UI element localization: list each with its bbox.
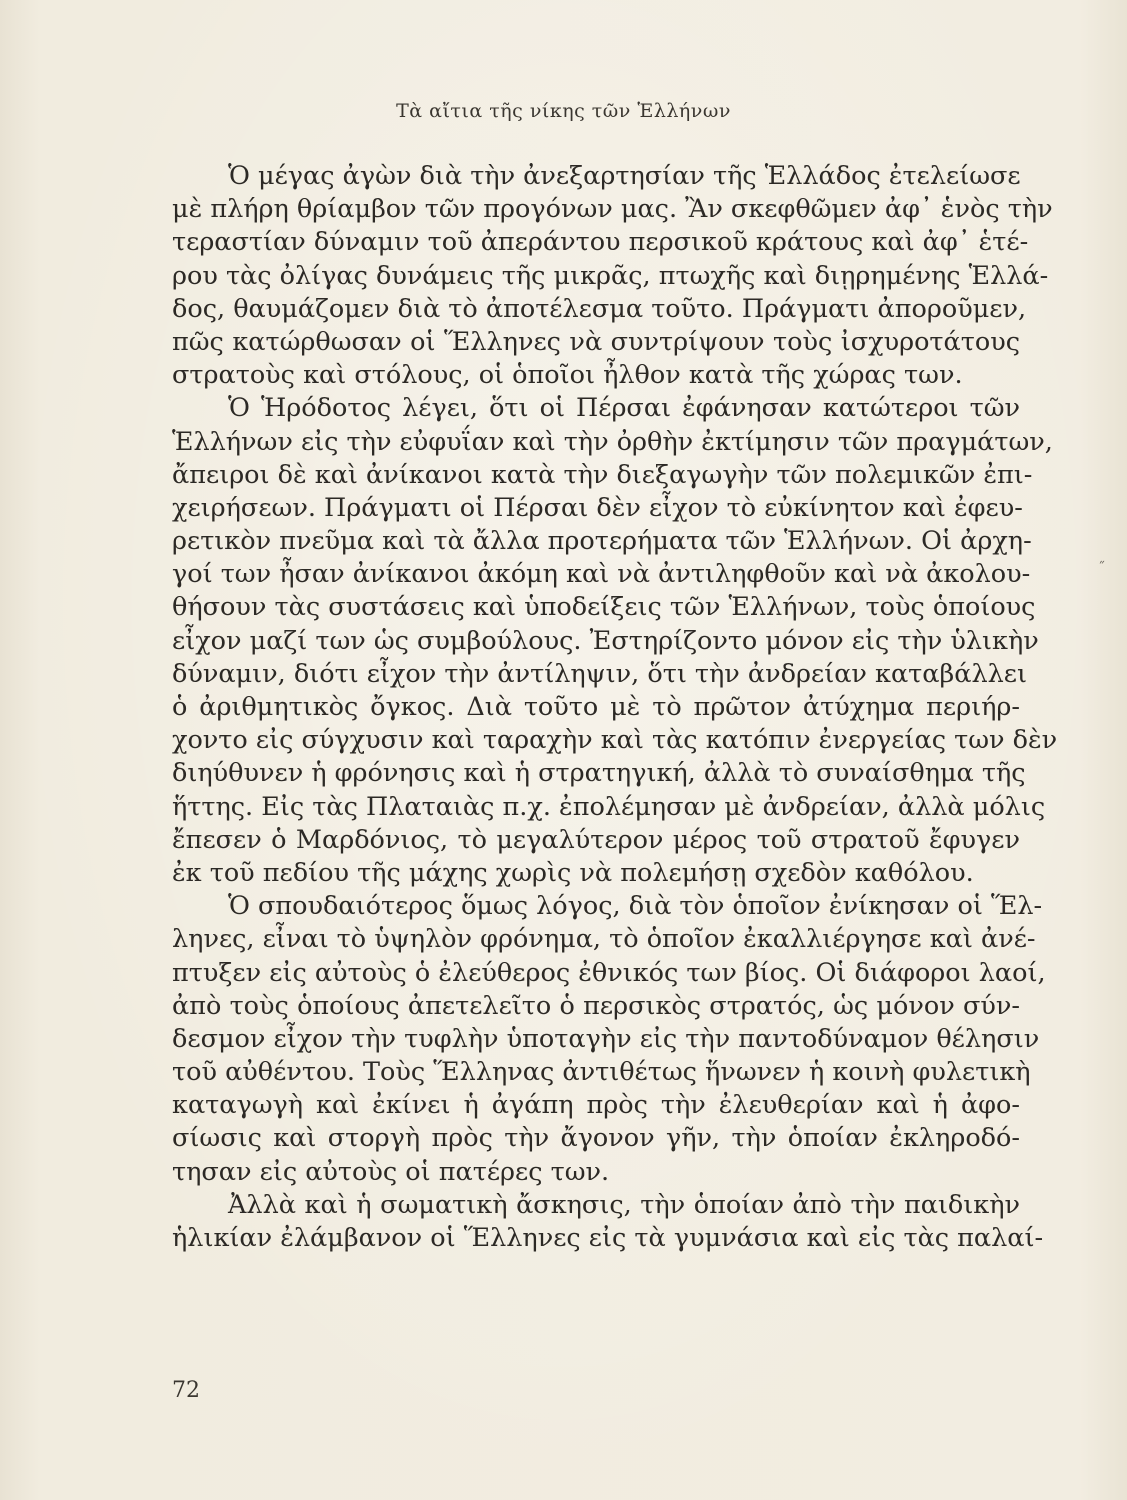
text-line: στρατοὺς καὶ στόλους, οἱ ὁποῖοι ἦλθον κατὰ τῆς χώρας των. bbox=[172, 360, 963, 391]
text-line: εἶχον μαζί των ὡς συμβούλους. Ἐστηρίζοντο μόνον εἰς τὴν ὑλικὴν bbox=[172, 625, 1039, 656]
text-line: δεσμον εἶχον τὴν τυφλὴν ὑποταγὴν εἰς τὴν παντοδύναμον θέλησιν bbox=[172, 1023, 1040, 1054]
text-line: ἥττης. Εἰς τὰς Πλαταιὰς π.χ. ἐπολέμησαν μὲ ἀνδρείαν, ἀλλὰ μόλις bbox=[172, 791, 1046, 822]
page-number: 72 bbox=[172, 1378, 200, 1403]
text-line: χοντο εἰς σύγχυσιν καὶ ταραχὴν καὶ τὰς κατόπιν ἐνεργείας των δὲν bbox=[172, 725, 1058, 756]
text-line: ἡλικίαν ἐλάμβανον οἱ Ἕλληνες εἰς τὰ γυμνάσια καὶ εἰς τὰς παλαί- bbox=[172, 1223, 1044, 1253]
page-header-title: Τὰ αἴτια τῆς νίκης τῶν Ἑλλήνων bbox=[396, 100, 731, 122]
text-line: ρετικὸν πνεῦμα καὶ τὰ ἄλλα προτερήματα τῶν Ἑλλήνων. Οἱ ἀρχη- bbox=[172, 526, 1032, 557]
text-line: διηύθυνεν ἡ φρόνησις καὶ ἡ στρατηγική, ἀλλὰ τὸ συναίσθημα τῆς bbox=[172, 758, 1026, 789]
text-line: πῶς κατώρθωσαν οἱ Ἕλληνες νὰ συντρίψουν τοὺς ἰσχυροτάτους bbox=[172, 326, 1020, 357]
margin-mark: ˝ bbox=[1098, 560, 1105, 576]
text-line: μὲ πλήρη θρίαμβον τῶν προγόνων μας. Ἂν σκεφθῶμεν ἀφ᾽ ἑνὸς τὴν bbox=[172, 194, 1053, 225]
text-line: ρου τὰς ὀλίγας δυνάμεις τῆς μικρᾶς, πτωχῆς καὶ διῃρημένης Ἑλλά- bbox=[172, 260, 1049, 291]
text-line: δος, θαυμάζομεν διὰ τὸ ἀποτέλεσμα τοῦτο. Πράγματι ἀποροῦμεν, bbox=[172, 293, 1027, 324]
text-line: τεραστίαν δύναμιν τοῦ ἀπεράντου περσικοῦ κράτους καὶ ἀφ᾽ ἑτέ- bbox=[172, 227, 1029, 258]
text-line: Ἑλλήνων εἰς τὴν εὐφυΐαν καὶ τὴν ὀρθὴν ἐκτίμησιν τῶν πραγμάτων, bbox=[172, 426, 1053, 457]
text-line: θήσουν τὰς συστάσεις καὶ ὑποδείξεις τῶν Ἑλλήνων, τοὺς ὁποίους bbox=[172, 592, 1036, 623]
text-line: Ὁ μέγας ἀγὼν διὰ τὴν ἀνεξαρτησίαν τῆς Ἑλλάδος ἐτελείωσε bbox=[228, 161, 1021, 191]
text-line: γοί των ἦσαν ἀνίκανοι ἀκόμη καὶ νὰ ἀντιληφθοῦν καὶ νὰ ἀκολου- bbox=[172, 559, 1031, 590]
text-line: τοῦ αὐθέντου. Τοὺς Ἕλληνας ἀντιθέτως ἥνωνεν ἡ κοινὴ φυλετικὴ bbox=[172, 1057, 1031, 1088]
text-line: Ὁ σπουδαιότερος ὅμως λόγος, διὰ τὸν ὁποῖον ἐνίκησαν οἱ Ἕλ- bbox=[228, 891, 1043, 922]
text-line: ἐκ τοῦ πεδίου τῆς μάχης χωρὶς νὰ πολεμήσῃ σχεδὸν καθόλου. bbox=[172, 857, 974, 888]
text-line: Ἀλλὰ καὶ ἡ σωματικὴ ἄσκησις, τὴν ὁποίαν ἀπὸ τὴν παιδικὴν bbox=[228, 1189, 1020, 1220]
text-line: ληνες, εἶναι τὸ ὑψηλὸν φρόνημα, τὸ ὁποῖον ἐκαλλιέργησε καὶ ἀνέ- bbox=[172, 924, 1036, 955]
text-line: καταγωγὴ καὶ ἐκίνει ἡ ἀγάπη πρὸς τὴν ἐλευθερίαν καὶ ἡ ἀφο- bbox=[172, 1090, 1020, 1121]
text-line: πτυξεν εἰς αὐτοὺς ὁ ἐλεύθερος ἐθνικός των βίος. Οἱ διάφοροι λαοί, bbox=[172, 957, 1046, 988]
text-line: ὁ ἀριθμητικὸς ὄγκος. Διὰ τοῦτο μὲ τὸ πρῶτον ἀτύχημα περιήρ- bbox=[172, 692, 1020, 722]
text-line: τησαν εἰς αὐτοὺς οἱ πατέρες των. bbox=[172, 1156, 610, 1187]
text-line: Ὁ Ἡρόδοτος λέγει, ὅτι οἱ Πέρσαι ἐφάνησαν κατώτεροι τῶν bbox=[228, 393, 1020, 424]
text-line: ἄπειροι δὲ καὶ ἀνίκανοι κατὰ τὴν διεξαγωγὴν τῶν πολεμικῶν ἐπι- bbox=[172, 459, 1033, 490]
text-line: σίωσις καὶ στοργὴ πρὸς τὴν ἄγονον γῆν, τὴν ὁποίαν ἐκληροδό- bbox=[172, 1123, 1020, 1154]
text-line: ἔπεσεν ὁ Μαρδόνιος, τὸ μεγαλύτερον μέρος τοῦ στρατοῦ ἔφυγεν bbox=[172, 824, 1020, 855]
text-line: δύναμιν, διότι εἶχον τὴν ἀντίληψιν, ὅτι τὴν ἀνδρείαν καταβάλλει bbox=[172, 658, 1027, 689]
text-line: ἀπὸ τοὺς ὁποίους ἀπετελεῖτο ὁ περσικὸς στρατός, ὡς μόνον σύν- bbox=[172, 990, 1020, 1021]
body-text bbox=[172, 160, 1058, 1255]
text-line: χειρήσεων. Πράγματι οἱ Πέρσαι δὲν εἶχον τὸ εὐκίνητον καὶ ἐφευ- bbox=[172, 492, 1023, 523]
